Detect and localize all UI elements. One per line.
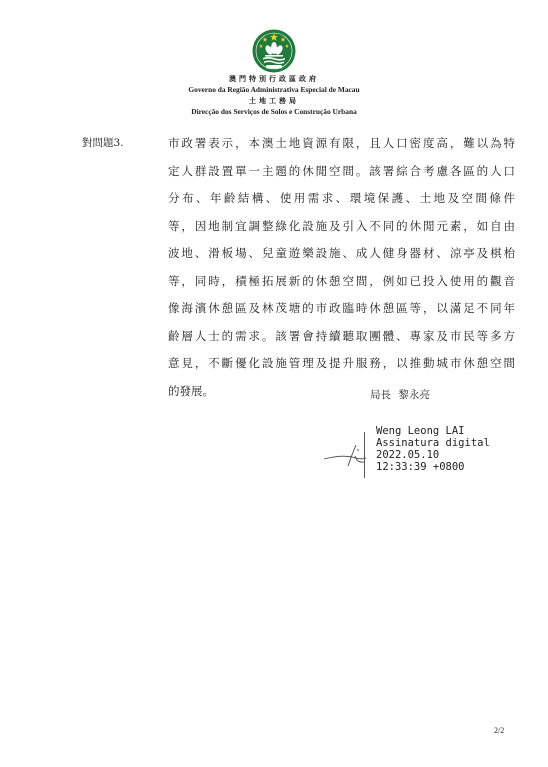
signature-time: 12:33:39 +0800 <box>376 461 465 473</box>
government-name-portuguese: Governo da Região Administrativa Especial de Macau <box>188 85 360 94</box>
department-name-portuguese: Direcção dos Serviços de Solos e Construção Urbana <box>191 107 357 116</box>
answer-line: 波地、滑板場、兒童遊樂設施、成人健身器材、涼亭及棋枱 <box>168 246 515 260</box>
answer-line: 等，同時，積極拓展新的休憩空間，例如已投入使用的觀音 <box>168 273 515 288</box>
director-name: 黎永亮 <box>398 389 430 401</box>
answer-line: 的發展。 <box>168 383 214 398</box>
signature-divider <box>364 432 365 478</box>
director-signoff <box>370 387 430 402</box>
question-label: 對問題3. <box>82 137 124 149</box>
macau-emblem-icon <box>251 28 297 74</box>
answer-line: 等，因地制宜調整綠化設施及引入不同的休閒元素，如自由 <box>168 218 515 233</box>
department-name-chinese: 土地工務局 <box>249 96 299 105</box>
director-title: 局長 <box>370 389 391 401</box>
answer-line: 像海濱休憩區及林茂塘的市政臨時休憩區等，以滿足不同年 <box>168 301 515 315</box>
answer-line: 市政署表示，本澳土地資源有限，且人口密度高，難以為特 <box>168 136 515 150</box>
page-number: 2/2 <box>494 726 505 735</box>
government-name-chinese: 澳門特別行政區政府 <box>229 74 319 83</box>
answer-line: 意見，不斷優化設施管理及提升服務，以推動城市休憩空間 <box>168 356 515 370</box>
signature-type: Assinatura digital <box>376 437 490 449</box>
handwritten-signature-icon <box>322 442 370 468</box>
digital-signature-block <box>376 425 490 473</box>
answer-body <box>168 130 515 405</box>
answer-line: 齡層人士的需求。該署會持續聽取團體、專家及市民等多方 <box>168 328 515 343</box>
signature-date: 2022.05.10 <box>376 449 440 461</box>
signer-name: Weng Leong LAI <box>376 425 465 437</box>
answer-line: 分布、年齡結構、使用需求、環境保護、土地及空間條件 <box>168 191 515 205</box>
answer-line: 定人群設置單一主題的休閒空間。該署綜合考慮各區的人口 <box>168 163 515 178</box>
